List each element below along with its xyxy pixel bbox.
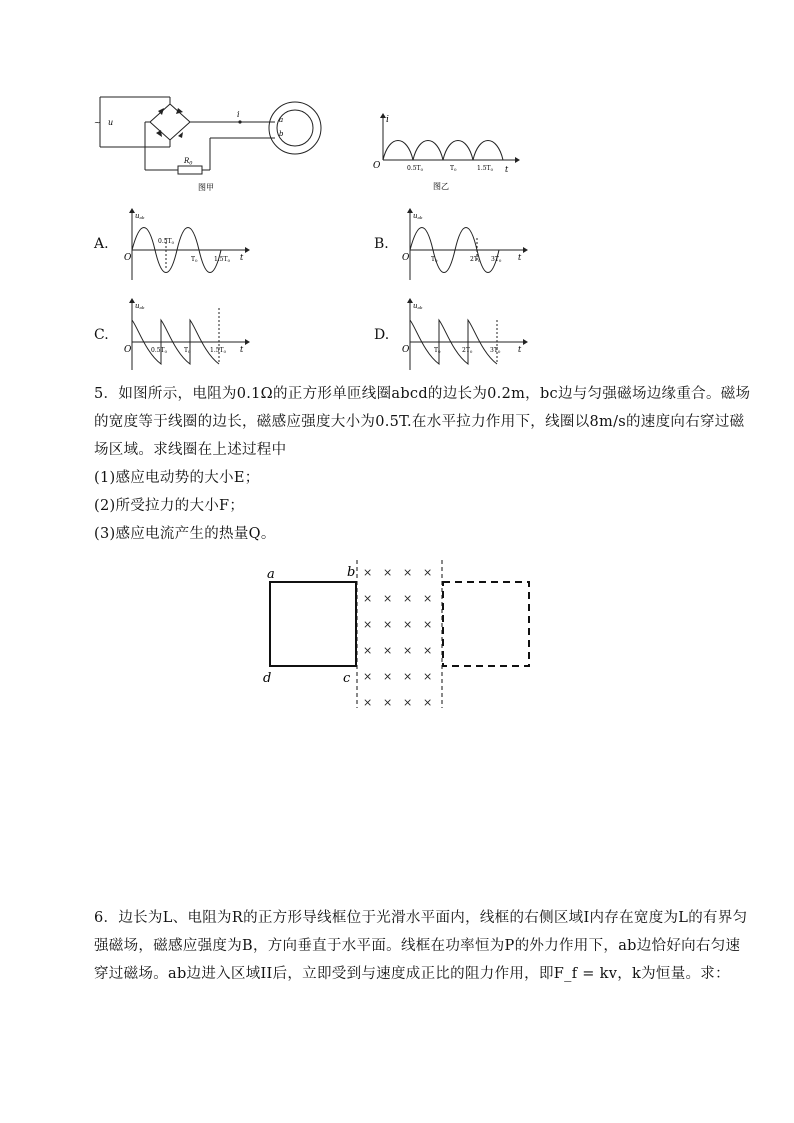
graph-tick-1: T0 [450,165,457,172]
field-mark: × [363,592,373,605]
option-c-graph[interactable] [120,298,255,373]
svg-text:uab: uab [413,302,423,310]
option-c-letter[interactable]: C. [94,327,109,343]
field-mark: × [403,670,413,683]
field-mark: × [383,566,393,579]
svg-text:1.5T0: 1.5T0 [210,347,227,354]
coil-final-position [443,582,529,666]
corner-a-label: a [267,567,275,582]
resistor-r0-label: $R_0$ [184,157,193,167]
current-graph [365,112,525,197]
svg-text:T0: T0 [191,256,198,263]
corner-c-label: c [343,671,351,686]
svg-text:O: O [124,253,132,263]
q5-line-3: 场区域。求线圈在上述过程中 [94,442,287,458]
svg-text:t: t [240,253,244,262]
q5-sub-2: (2)所受拉力的大小F； [94,498,245,514]
caption-fig-yi: 图乙 [433,182,449,191]
corner-d-label: d [263,671,272,686]
svg-text:O: O [402,253,410,263]
q6-line-3: 穿过磁场。ab边进入区域II后，立即受到与速度成正比的阻力作用，即F_f = kv，k为恒量。求： [94,966,730,982]
field-mark: × [403,644,413,657]
svg-text:t: t [518,345,522,354]
field-mark: × [403,592,413,605]
q6-line-2: 强磁场，磁感应强度为B，方向垂直于水平面。线框在功率恒为P的外力作用下，ab边恰好向右匀速 [94,938,741,954]
field-mark: × [423,592,433,605]
svg-text:t: t [240,345,244,354]
circuit-figure [90,92,340,197]
svg-text:T0: T0 [431,256,438,263]
option-b-letter[interactable]: B. [374,236,389,252]
source-u-label: u [108,118,114,127]
svg-text:O: O [402,345,410,355]
field-mark: × [403,566,413,579]
field-mark: × [363,670,373,683]
svg-text:T0: T0 [184,347,191,354]
graph-t-label: t [505,165,509,174]
question-6 [94,904,748,988]
svg-text:t: t [518,253,522,262]
svg-text:O: O [124,345,132,355]
svg-text:~: ~ [94,118,101,127]
coil-square [270,582,356,666]
field-mark: × [423,696,433,709]
svg-text:1.5T0: 1.5T0 [214,256,231,263]
field-mark: × [383,696,393,709]
field-mark: × [423,670,433,683]
svg-text:uab: uab [413,212,423,220]
graph-i-axis-label: i [386,115,389,125]
option-d-letter[interactable]: D. [374,327,390,343]
field-mark: × [403,696,413,709]
q6-line-1: 6．边长为L、电阻为R的正方形导线框位于光滑水平面内，线框的右侧区域I内存在宽度为L的有界匀 [94,910,748,926]
field-mark: × [403,618,413,631]
caption-fig-jia: 图甲 [198,183,214,192]
svg-text:2T0: 2T0 [462,347,473,354]
svg-text:T0: T0 [434,347,441,354]
field-mark: × [423,644,433,657]
svg-text:0.5T0: 0.5T0 [158,238,175,245]
field-mark: × [383,618,393,631]
q5-sub-3: (3)感应电流产生的热量Q。 [94,526,276,542]
question-5 [94,380,751,548]
q5-line-2: 的宽度等于线圈的边长，磁感应强度大小为0.5T.在水平拉力作用下，线圈以8m/s的速度向右穿过磁 [94,414,745,430]
option-b-graph[interactable] [398,208,533,283]
current-i-label: i [237,110,240,119]
option-a-letter[interactable]: A. [94,236,109,252]
svg-text:3T0: 3T0 [490,347,501,354]
terminal-a-label: a [279,116,284,124]
field-mark: × [363,644,373,657]
option-d-graph[interactable] [398,298,533,373]
svg-text:uab: uab [135,302,145,310]
field-mark: × [363,696,373,709]
field-mark: × [383,670,393,683]
q5-line-1: 5．如图所示，电阻为0.1Ω的正方形单匝线圈abcd的边长为0.2m，bc边与匀强磁场边缘重合。磁场 [94,386,751,402]
svg-text:2T0: 2T0 [470,256,481,263]
field-mark: × [383,592,393,605]
svg-text:3T0: 3T0 [491,256,502,263]
terminal-b-label: b [279,130,284,138]
option-a-graph[interactable] [120,208,255,283]
corner-b-label: b [347,565,356,580]
field-mark: × [383,644,393,657]
field-mark: × [423,566,433,579]
q5-sub-1: (1)感应电动势的大小E； [94,470,260,486]
graph-tick-2: 1.5T0 [477,165,494,172]
svg-text:uab: uab [135,212,145,220]
field-mark: × [363,566,373,579]
field-mark: × [363,618,373,631]
coil-field-figure [255,560,540,710]
graph-tick-0: 0.5T0 [407,165,424,172]
field-mark: × [423,618,433,631]
svg-text:0.5T0: 0.5T0 [151,347,168,354]
graph-origin: O [373,161,381,171]
